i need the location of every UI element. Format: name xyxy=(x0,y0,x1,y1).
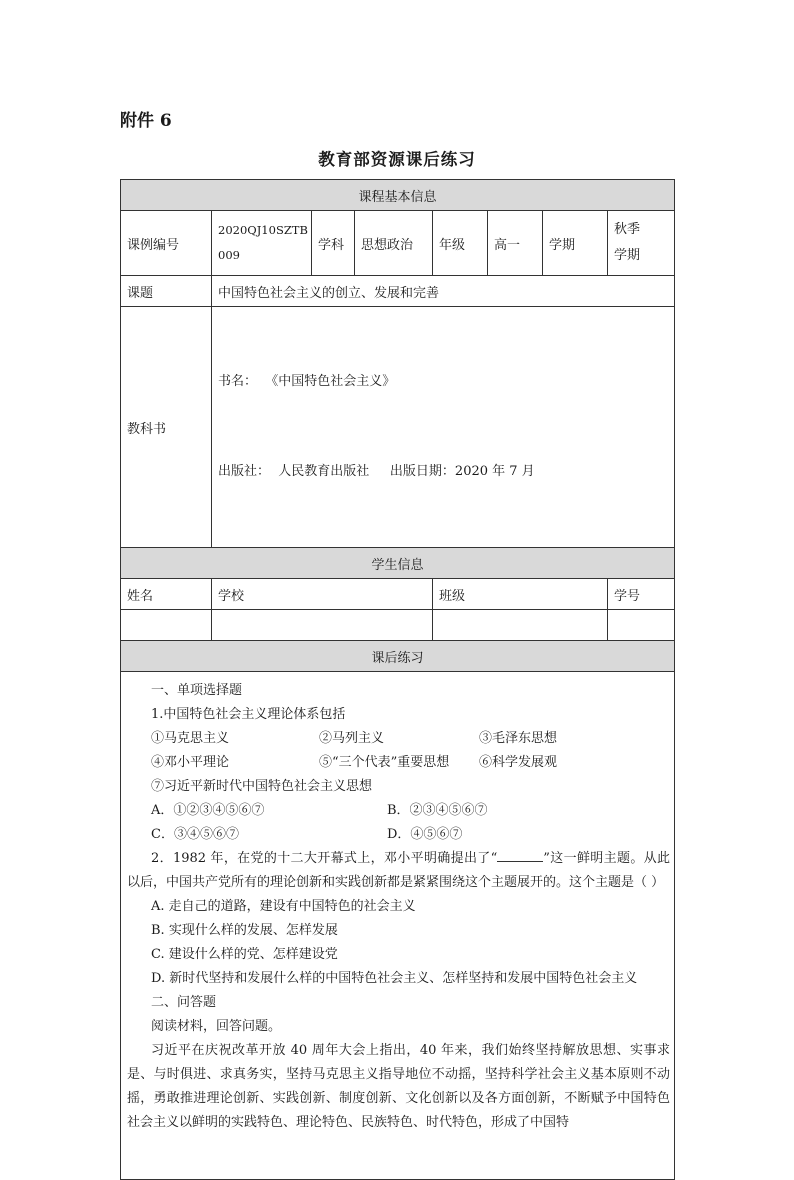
term-value xyxy=(608,211,675,276)
book-name: 书名： 《中国特色社会主义》 xyxy=(218,374,396,389)
q2-stem-end: ”这一鲜明主题。从此以后，中国共产党所有的理论创新和实践创新都是紧紧围绕这个主题展开的。这个主题是（ ） xyxy=(127,851,671,890)
course-info-heading: 课程基本信息 xyxy=(121,180,675,211)
textbook-value xyxy=(212,307,675,548)
question-1-items-row1 xyxy=(127,727,670,751)
q1-item: ①马克思主义 xyxy=(151,731,230,746)
case-id-line2: 009 xyxy=(218,248,240,262)
school-field[interactable] xyxy=(212,610,433,641)
case-id-line1: 2020QJ10SZTB xyxy=(218,223,308,237)
publisher-line: 出版社： 人民教育出版社 出版日期：2020 年 7 月 xyxy=(218,464,535,479)
reading-passage: 习近平在庆祝改革开放 40 周年大会上指出，40 年来，我们始终坚持解放思想、实事求是、与时俱进、求真务实，坚持马克思主义指导地位不动摇，坚持科学社会主义基本原则不动摇，勇敢推进理论创新、实践创新、制度创新、文化创新以及各方面创新，不断赋予中国特色社会主义以鲜明的实践特色、理论特色、民族特色、时代特色，形成了中国特 xyxy=(127,1043,671,1130)
name-label: 姓名 xyxy=(121,579,212,610)
subject-value: 思想政治 xyxy=(355,211,433,276)
q1-item: ②马列主义 xyxy=(319,731,385,746)
q2-option-c[interactable]: C. 建设什么样的党、怎样建设党 xyxy=(151,947,338,962)
q1-option-a[interactable]: A．①②③④⑤⑥⑦ xyxy=(151,803,265,818)
textbook-label: 教科书 xyxy=(121,307,212,548)
part2-title: 二、问答题 xyxy=(151,995,217,1010)
number-field[interactable] xyxy=(608,610,675,641)
class-field[interactable] xyxy=(433,610,608,641)
class-label: 班级 xyxy=(433,579,608,610)
document-title: 教育部资源课后练习 xyxy=(318,150,476,169)
q1-option-c[interactable]: C．③④⑤⑥⑦ xyxy=(151,827,239,842)
term-value-line1: 秋季 xyxy=(614,222,641,237)
q1-item: ⑦习近平新时代中国特色社会主义思想 xyxy=(151,779,373,794)
student-info-heading: 学生信息 xyxy=(121,548,675,579)
topic-value: 中国特色社会主义的创立、发展和完善 xyxy=(212,276,675,307)
q1-option-b[interactable]: B．②③④⑤⑥⑦ xyxy=(387,803,488,818)
term-value-line2: 学期 xyxy=(614,248,641,263)
q1-item: ⑥科学发展观 xyxy=(479,755,558,770)
part1-title: 一、单项选择题 xyxy=(151,683,243,698)
topic-label: 课题 xyxy=(121,276,212,307)
question-1-options-row1 xyxy=(127,799,670,823)
term-label: 学期 xyxy=(543,211,608,276)
q2-blank[interactable] xyxy=(497,850,543,862)
question-1-options-row2 xyxy=(127,823,670,847)
question-2-stem xyxy=(127,847,670,895)
q2-option-d[interactable]: D. 新时代坚持和发展什么样的中国特色社会主义、怎样坚持和发展中国特色社会主义 xyxy=(151,971,638,986)
question-1-items-row2 xyxy=(127,751,670,775)
q2-option-b[interactable]: B. 实现什么样的发展、怎样发展 xyxy=(151,923,338,938)
q2-stem-start: 2．1982 年，在党的十二大开幕式上，邓小平明确提出了“ xyxy=(151,851,498,866)
info-table xyxy=(120,179,675,1180)
attachment-label: 附件 6 xyxy=(120,111,172,131)
reading-prompt: 阅读材料，回答问题。 xyxy=(151,1019,282,1034)
exercise-content xyxy=(121,672,675,1180)
grade-value: 高一 xyxy=(488,211,543,276)
subject-label: 学科 xyxy=(312,211,355,276)
case-id-label: 课例编号 xyxy=(121,211,212,276)
q1-item: ⑤“三个代表”重要思想 xyxy=(319,755,450,770)
q2-option-a[interactable]: A. 走自己的道路，建设有中国特色的社会主义 xyxy=(151,899,416,914)
q1-item: ④邓小平理论 xyxy=(151,755,230,770)
grade-label: 年级 xyxy=(433,211,488,276)
case-id-value xyxy=(212,211,312,276)
question-1-stem: 1.中国特色社会主义理论体系包括 xyxy=(151,707,346,722)
q1-item: ③毛泽东思想 xyxy=(479,731,558,746)
number-label: 学号 xyxy=(608,579,675,610)
exercise-heading: 课后练习 xyxy=(121,641,675,672)
q1-option-d[interactable]: D．④⑤⑥⑦ xyxy=(387,827,463,842)
name-field[interactable] xyxy=(121,610,212,641)
school-label: 学校 xyxy=(212,579,433,610)
